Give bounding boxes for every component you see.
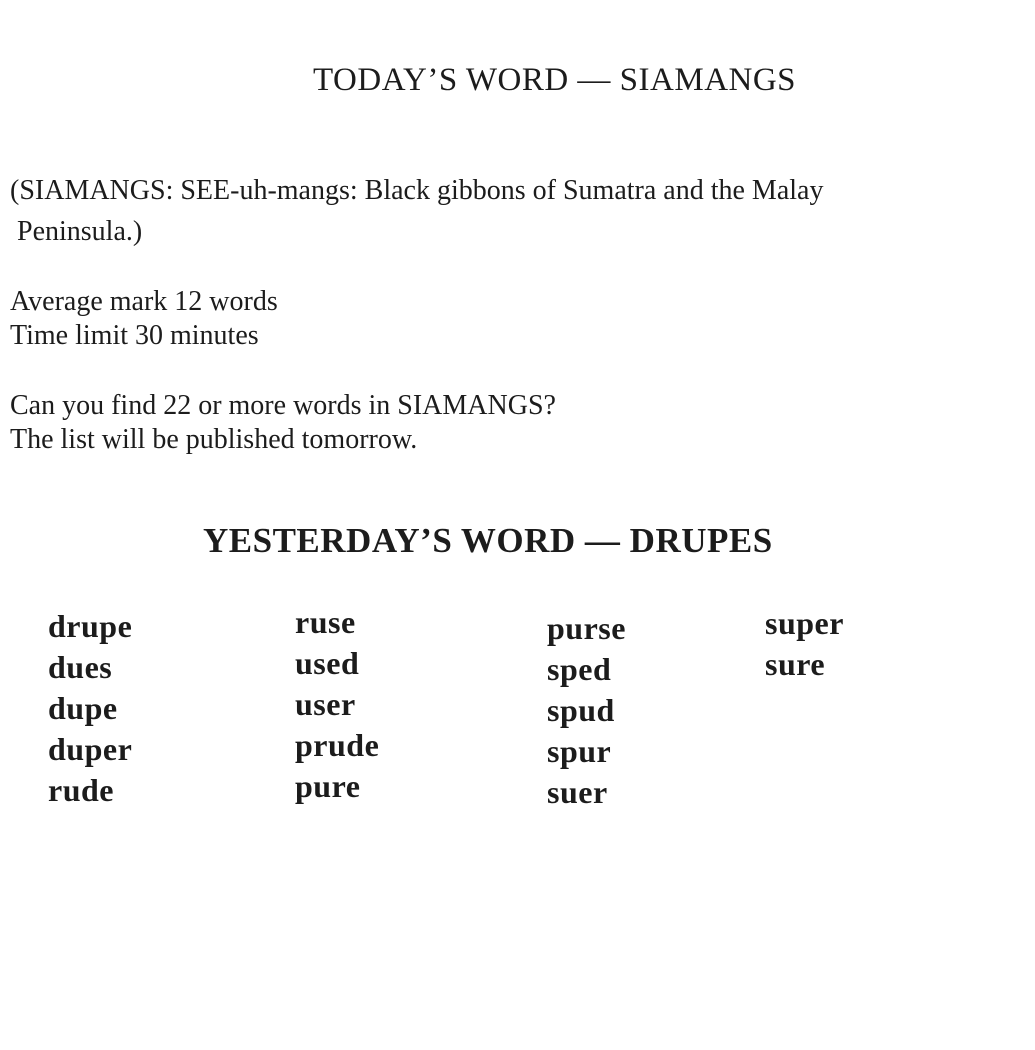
word-column-2 <box>295 602 379 807</box>
todays-word-title: TODAY’S WORD — SIAMANGS <box>313 62 797 98</box>
word-definition <box>10 170 970 252</box>
challenge-question: Can you find 22 or more words in SIAMANGS? <box>10 390 556 421</box>
average-mark: Average mark 12 words <box>10 286 278 317</box>
word-item: ruse <box>295 604 356 640</box>
definition-line-2: Peninsula.) <box>17 216 143 247</box>
time-limit: Time limit 30 minutes <box>10 320 259 351</box>
word-item: dues <box>48 649 113 685</box>
word-column-3 <box>547 608 626 813</box>
word-item: super <box>765 605 844 641</box>
word-item: drupe <box>48 608 133 644</box>
word-column-4 <box>765 603 844 685</box>
word-item: duper <box>48 731 133 767</box>
word-item: sped <box>547 651 612 687</box>
word-item: dupe <box>48 690 118 726</box>
definition-line-1: (SIAMANGS: SEE-uh-mangs: Black gibbons of Sumatra and the Malay <box>10 175 824 206</box>
publish-note: The list will be published tomorrow. <box>10 424 418 455</box>
word-item: pure <box>295 768 361 804</box>
yesterdays-word-title: YESTERDAY’S WORD — DRUPES <box>203 521 773 560</box>
word-column-1 <box>48 606 132 811</box>
word-item: prude <box>295 727 380 763</box>
word-item: sure <box>765 646 826 682</box>
word-item: spur <box>547 733 612 769</box>
word-item: spud <box>547 692 615 728</box>
word-item: rude <box>48 772 114 808</box>
word-item: used <box>295 645 360 681</box>
word-item: user <box>295 686 356 722</box>
word-item: suer <box>547 774 608 810</box>
word-item: purse <box>547 610 626 646</box>
